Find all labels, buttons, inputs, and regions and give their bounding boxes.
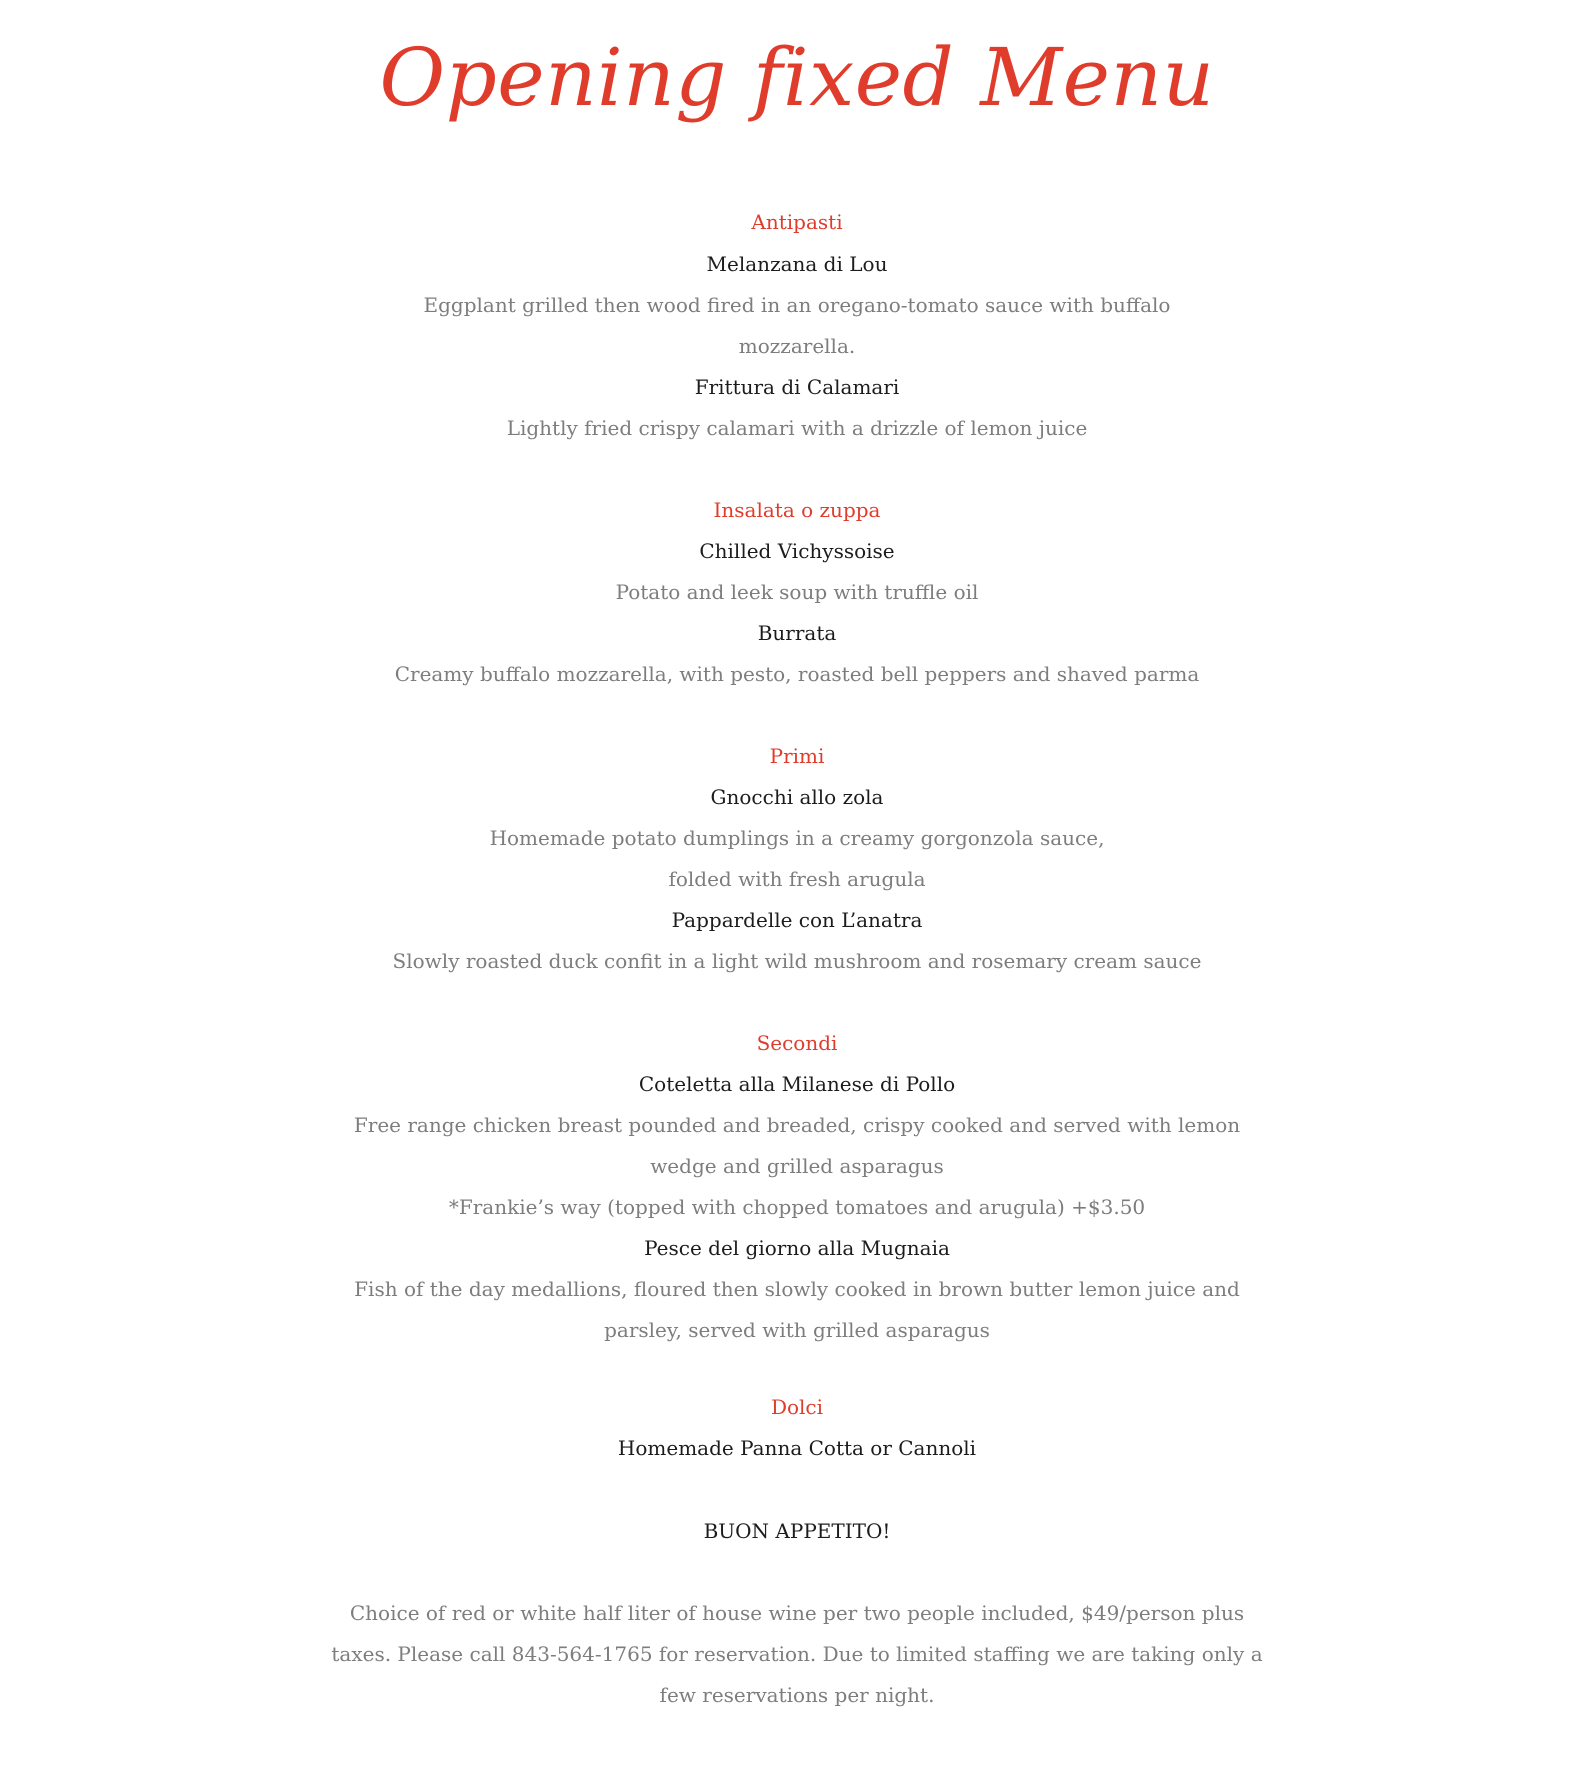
dish-name: Melanzana di Lou — [706, 252, 888, 276]
closing-greeting: BUON APPETITO! — [703, 1519, 891, 1543]
section-heading-primi: Primi — [769, 744, 825, 768]
dish-name: Pesce del giorno alla Mugnaia — [644, 1236, 950, 1260]
dish-description-line: Creamy buffalo mozzarella, with pesto, roasted bell peppers and shaved parma — [394, 662, 1200, 686]
dish-description-line: Potato and leek soup with truffle oil — [615, 580, 979, 604]
dish-name: Gnocchi allo zola — [710, 785, 884, 809]
dish-description-line: Eggplant grilled then wood fired in an oregano-tomato sauce with buffalo — [423, 293, 1171, 317]
section-heading-secondi: Secondi — [756, 1031, 838, 1055]
dish-description-line: Lightly fried crispy calamari with a drizzle of lemon juice — [506, 416, 1088, 440]
dish-name: Burrata — [757, 621, 837, 645]
pricing-note-line: Choice of red or white half liter of house wine per two people included, $49/person plus — [349, 1601, 1245, 1625]
section-heading-antipasti: Antipasti — [751, 210, 843, 234]
dish-description-line: Slowly roasted duck confit in a light wild mushroom and rosemary cream sauce — [392, 949, 1202, 973]
menu-title: Opening fixed Menu — [379, 31, 1215, 124]
dish-name: Frittura di Calamari — [694, 375, 900, 399]
dish-name: Pappardelle con L’anatra — [671, 908, 923, 932]
dish-description-line: parsley, served with grilled asparagus — [604, 1318, 990, 1342]
dish-name: Chilled Vichyssoise — [699, 539, 895, 563]
dish-description-line: Fish of the day medallions, floured then slowly cooked in brown butter lemon juice and — [354, 1277, 1240, 1301]
dish-description-line: Homemade potato dumplings in a creamy gorgonzola sauce, — [489, 826, 1105, 850]
pricing-note-line: few reservations per night. — [659, 1683, 935, 1707]
dish-description-line: wedge and grilled asparagus — [650, 1154, 944, 1178]
section-heading-insalata: Insalata o zuppa — [713, 498, 881, 522]
dish-description-line: mozzarella. — [738, 334, 856, 358]
dish-description-line: Free range chicken breast pounded and breaded, crispy cooked and served with lemon — [353, 1113, 1241, 1137]
dish-name: Coteletta alla Milanese di Pollo — [638, 1072, 956, 1096]
section-heading-dolci: Dolci — [770, 1395, 824, 1419]
dish-description-line: *Frankie’s way (topped with chopped tomatoes and arugula) +$3.50 — [448, 1195, 1146, 1219]
dish-name: Homemade Panna Cotta or Cannoli — [617, 1436, 977, 1460]
dish-description-line: folded with fresh arugula — [668, 867, 926, 891]
pricing-note-line: taxes. Please call 843-564-1765 for reservation. Due to limited staffing we are taking only a — [331, 1642, 1263, 1666]
